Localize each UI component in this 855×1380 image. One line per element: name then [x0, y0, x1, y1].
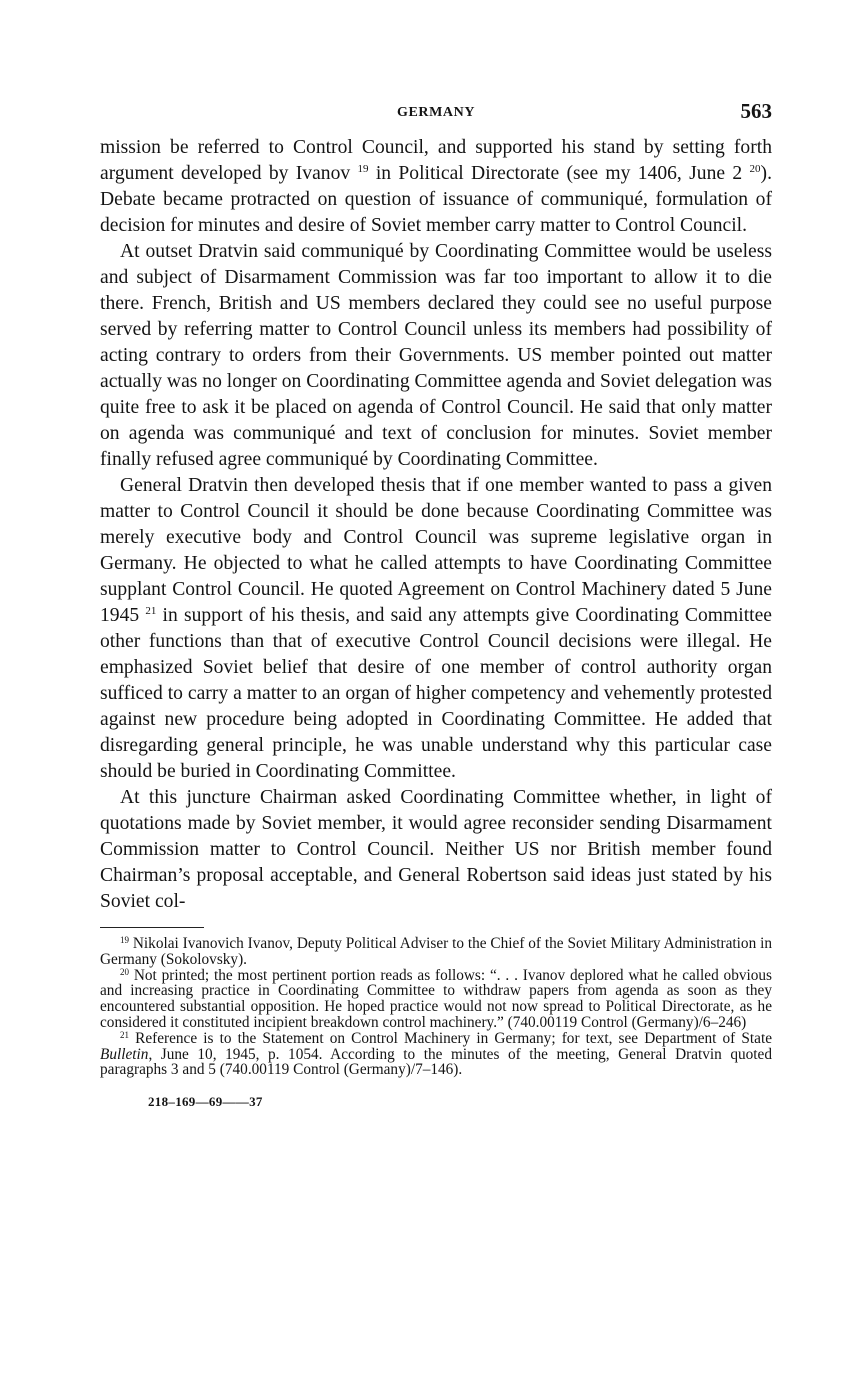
running-header	[100, 95, 772, 135]
footnote-ref: 20	[120, 966, 129, 977]
text-run: ). Debate became protracted on question of issuance of communiqué, formulation of decision for minutes and desire of Soviet member carry matter to Control Council.	[100, 163, 772, 236]
text-run: in Political Directorate (see my 1406, June 2	[368, 163, 750, 184]
text-run: Nikolai Ivanovich Ivanov, Deputy Political Adviser to the Chief of the Soviet Military Administration in Germany (Sokolovsky).	[100, 935, 772, 968]
text-run: Reference is to the Statement on Control Machinery in Germany; for text, see Department of State	[129, 1029, 772, 1047]
italic-text: Bulletin	[100, 1045, 149, 1063]
text-run: At this juncture Chairman asked Coordinating Committee whether, in light of quotations made by Soviet member, it would agree reconsider sending Disarmament Commission matter to Control Council. Neither US nor British member found Chairman’s proposal acceptable, and General Robertson said ideas just stated by his Soviet col-	[100, 787, 772, 912]
footnote-21	[100, 1031, 772, 1078]
text-run: General Dratvin then developed thesis that if one member wanted to pass a given matter to Control Council it should be done because Coordinating Committee was merely executive body and Control Council was supreme legislative organ in Germany. He objected to what he called attempts to have Coordinating Committee supplant Control Council. He quoted Agreement on Control Machinery dated 5 June 1945	[100, 475, 772, 626]
text-run: Not printed; the most pertinent portion reads as follows: “. . . Ivanov deplored what he called obvious and increasing practice in Coordinating Committee to withdraw papers from agenda as soon as they encountered substantial opposition. He hoped practice would not now spread to Political Directorate, as he considered it constituted incipient breakdown control machinery.” (740.00119 Control (Germany)/6–246)	[100, 966, 772, 1031]
footnote-20	[100, 968, 772, 1031]
text-run: At outset Dratvin said communiqué by Coordinating Committee would be useless and subject of Disarmament Commission was far too important to allow it to die there. French, British and US members declared they could see no useful purpose served by referring matter to Control Council unless its members had possibility of acting contrary to orders from their Governments. US member pointed out matter actually was no longer on Coordinating Committee agenda and Soviet delegation was quite free to ask it be placed on agenda of Control Council. He said that only matter on agenda was communiqué and text of conclusion for minutes. Soviet member finally refused agree communiqué by Coordinating Committee.	[100, 241, 773, 470]
printer-mark: 218–169—69——37	[148, 1094, 263, 1110]
paragraph-2	[100, 239, 772, 473]
footnote-19	[100, 936, 772, 968]
paragraph-4	[100, 785, 772, 915]
page-number: 563	[740, 99, 772, 123]
footnotes	[100, 936, 772, 1078]
running-title: GERMANY	[396, 105, 476, 120]
body-text	[100, 135, 772, 915]
footnote-ref: 19	[357, 163, 369, 175]
paragraph-3	[100, 473, 772, 785]
paragraph-1	[100, 135, 772, 239]
footnote-ref: 20	[749, 163, 761, 175]
text-run: mission be referred to Control Council, and supported his stand by setting forth argument developed by Ivanov	[100, 137, 772, 184]
footnote-ref: 19	[120, 935, 129, 945]
text-run: in support of his thesis, and said any attempts give Coordinating Committee other functions than that of executive Control Council decisions were illegal. He emphasized Soviet belief that desire of one member of control authority organ sufficed to carry a matter to an organ of higher competency and vehemently protested against new procedure being adopted in Coordinating Committee. He added that disregarding general principle, he was unable understand why this particular case should be buried in Coordinating Committee.	[100, 605, 772, 782]
footnote-ref: 21	[120, 1029, 129, 1040]
text-run: , June 10, 1945, p. 1054. According to the minutes of the meeting, General Dratvin quoted paragraphs 3 and 5 (740.00119 Control (Germany)/7–146).	[100, 1045, 772, 1079]
footnote-divider	[100, 927, 204, 928]
footnote-ref: 21	[145, 605, 157, 617]
document-page	[100, 95, 772, 1110]
